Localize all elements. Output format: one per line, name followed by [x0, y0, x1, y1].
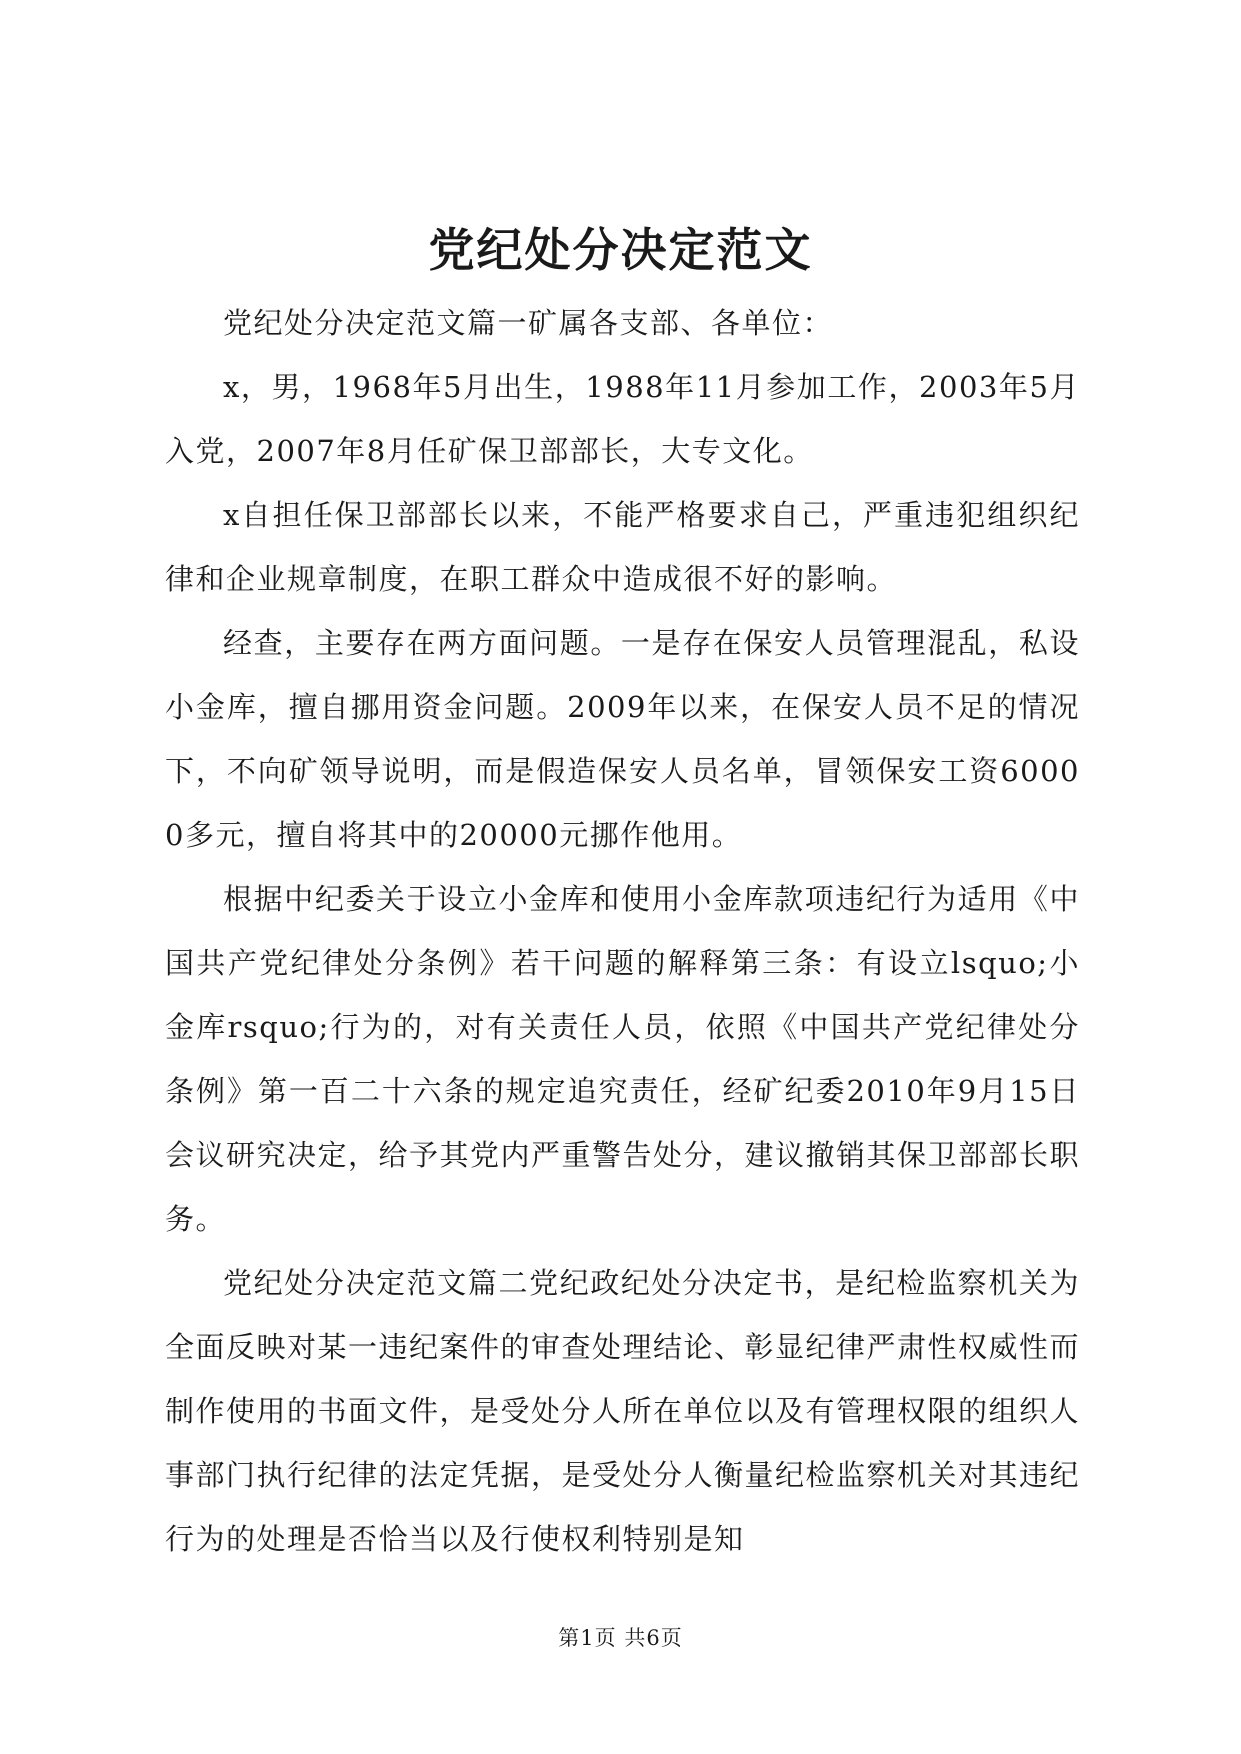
paragraph: 经查，主要存在两方面问题。一是存在保安人员管理混乱，私设小金库，擅自挪用资金问题。2009年以来，在保安人员不足的情况下，不向矿领导说明，而是假造保安人员名单，冒领保安工资60000多元，擅自将其中的20000元挪作他用。 [165, 626, 1080, 852]
paragraph: x自担任保卫部部长以来，不能严格要求自己，严重违犯组织纪律和企业规章制度，在职工群众中造成很不好的影响。 [165, 498, 1080, 596]
document-title: 党纪处分决定范文 [428, 223, 813, 277]
document-body [165, 291, 1080, 1571]
paragraph: 党纪处分决定范文篇二党纪政纪处分决定书，是纪检监察机关为全面反映对某一违纪案件的审查处理结论、彰显纪律严肃性权威性而制作使用的书面文件，是受处分人所在单位以及有管理权限的组织人事部门执行纪律的法定凭据，是受处分人衡量纪检监察机关对其违纪行为的处理是否恰当以及行使权利特别是知 [165, 1266, 1081, 1556]
paragraph: 党纪处分决定范文篇一矿属各支部、各单位： [223, 306, 834, 340]
page-number-footer: 第1页 共6页 [558, 1626, 683, 1650]
paragraph: 根据中纪委关于设立小金库和使用小金库款项违纪行为适用《中国共产党纪律处分条例》若干问题的解释第三条：有设立lsquo;小金库rsquo;行为的，对有关责任人员，依照《中国共产党纪律处分条例》第一百二十六条的规定追究责任，经矿纪委2010年9月15日会议研究决定，给予其党内严重警告处分，建议撤销其保卫部部长职务。 [165, 882, 1081, 1236]
paragraph: x，男，1968年5月出生，1988年11月参加工作，2003年5月入党，2007年8月任矿保卫部部长，大专文化。 [165, 370, 1080, 468]
